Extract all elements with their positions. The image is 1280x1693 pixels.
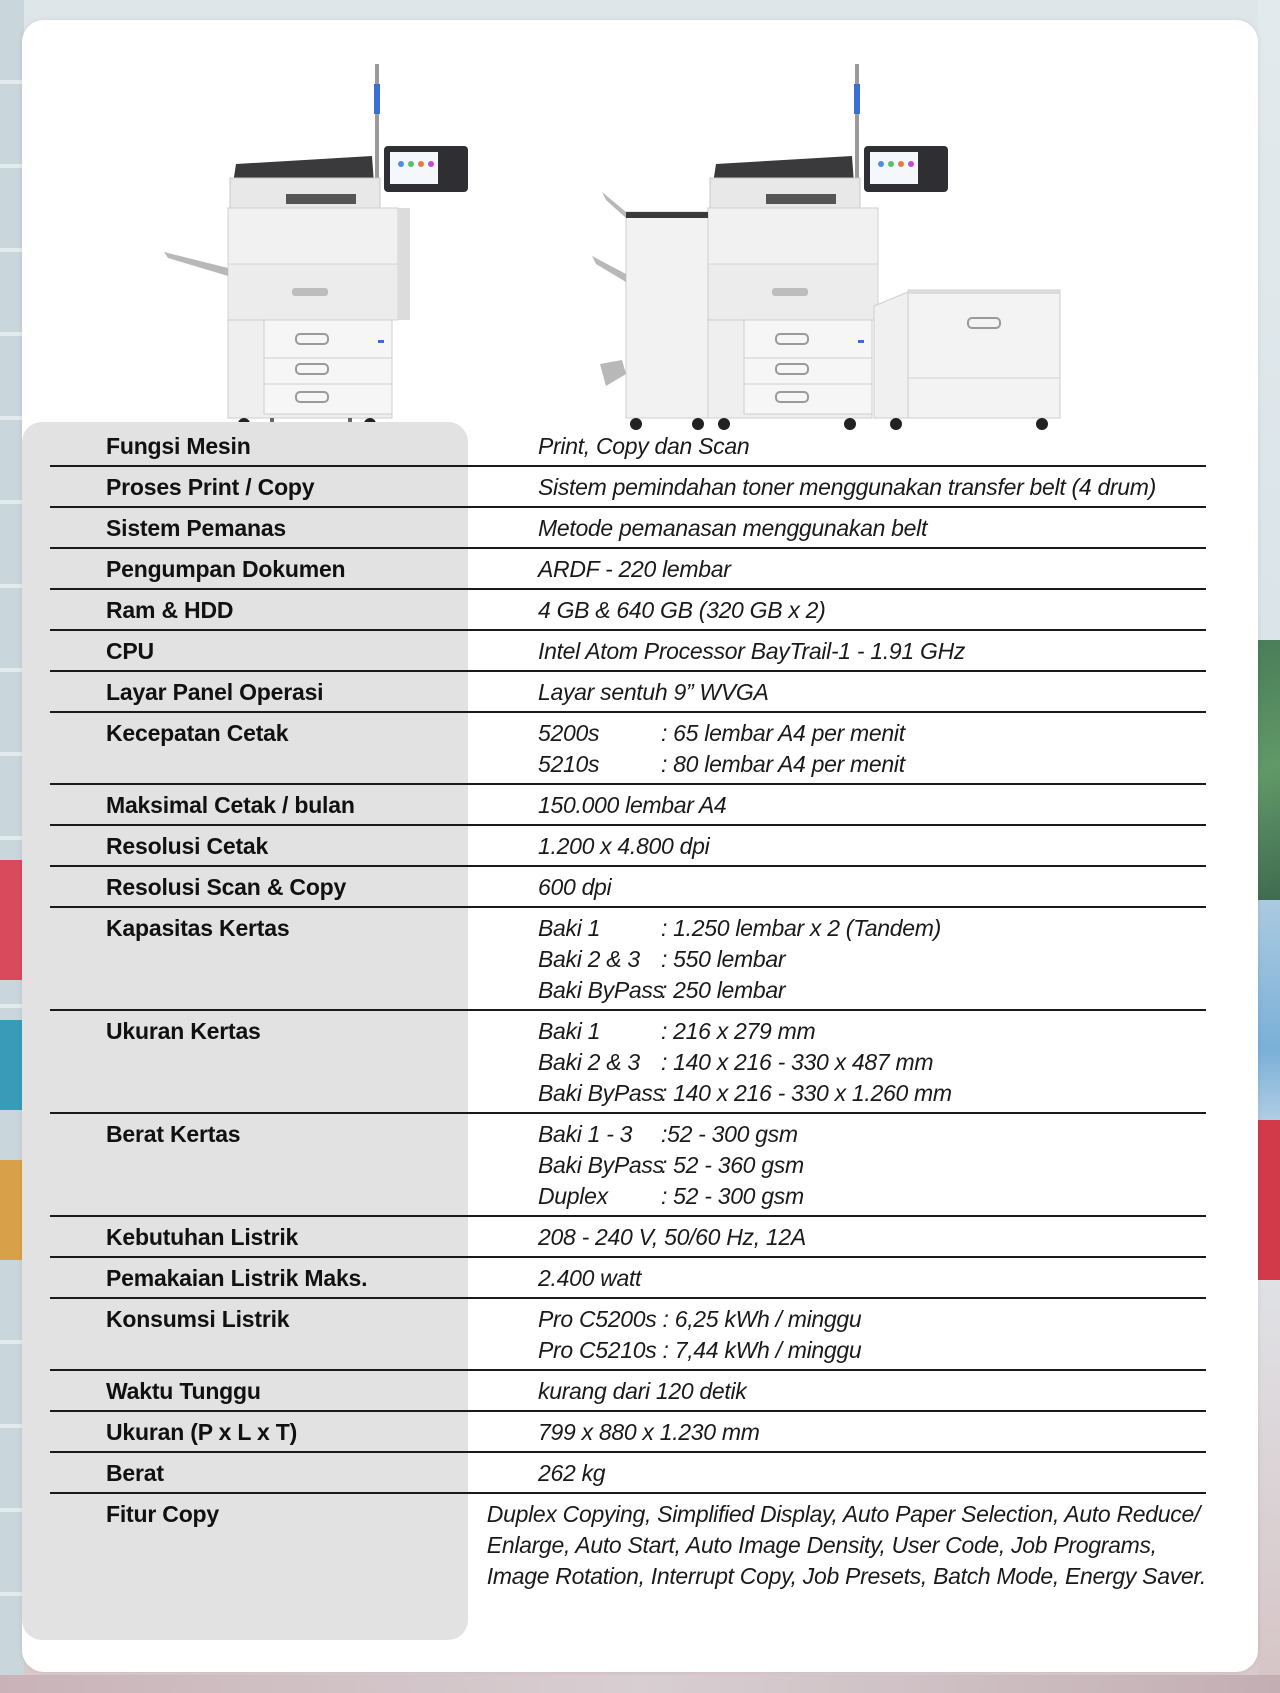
spec-value-text: Pro C5200s : 6,25 kWh / minggu xyxy=(538,1306,862,1332)
spec-value-line xyxy=(538,1458,1206,1489)
spec-row xyxy=(50,1258,1206,1299)
spec-value-text: : 250 lembar xyxy=(661,977,786,1003)
spec-value-text: : 550 lembar xyxy=(661,946,786,972)
spec-value-line xyxy=(538,718,1206,749)
spec-row xyxy=(50,426,1206,467)
spec-value xyxy=(487,1494,1206,1595)
spec-row xyxy=(50,672,1206,713)
spec-label: Pengumpan Dokumen xyxy=(106,556,346,582)
spec-value-line xyxy=(487,1561,1206,1592)
spec-value-line xyxy=(538,595,1206,626)
spec-label: Proses Print / Copy xyxy=(106,474,315,500)
spec-value-line xyxy=(538,1335,1206,1366)
spec-value-key: 5200s xyxy=(538,720,600,746)
printer-image-extended xyxy=(592,42,1152,442)
spec-value-text: Sistem pemindahan toner menggunakan transfer belt (4 drum) xyxy=(538,474,1156,500)
spec-value-line xyxy=(538,944,1206,975)
spec-value-key: Baki ByPass xyxy=(538,1152,664,1178)
spec-label: Berat Kertas xyxy=(106,1121,241,1147)
spec-value-text: ARDF - 220 lembar xyxy=(538,556,731,582)
spec-value-text: Layar sentuh 9” WVGA xyxy=(538,679,769,705)
spec-value-line xyxy=(538,1078,1206,1109)
spec-row xyxy=(50,1217,1206,1258)
spec-value-text: Intel Atom Processor BayTrail-1 - 1.91 GHz xyxy=(538,638,966,664)
spec-value-text: 2.400 watt xyxy=(538,1265,642,1291)
spec-value-line xyxy=(538,636,1206,667)
spec-value-text: Duplex Copying, Simplified Display, Auto Paper Selection, Auto Reduce/ xyxy=(486,1501,1201,1527)
spec-row xyxy=(50,713,1206,785)
spec-value-line xyxy=(487,1530,1206,1561)
spec-value xyxy=(538,826,1206,865)
spec-value xyxy=(538,549,1206,588)
spec-label: Konsumsi Listrik xyxy=(106,1306,290,1332)
spec-label: Ukuran Kertas xyxy=(106,1018,261,1044)
spec-value-text: :52 - 300 gsm xyxy=(661,1121,798,1147)
spec-value xyxy=(538,1412,1206,1451)
spec-label: Ukuran (P x L x T) xyxy=(106,1419,298,1445)
spec-row xyxy=(50,785,1206,826)
spec-value-line xyxy=(538,913,1206,944)
spec-value-text: : 52 - 360 gsm xyxy=(661,1152,804,1178)
spec-value xyxy=(538,426,1206,465)
spec-value-line xyxy=(487,1499,1206,1530)
spec-value-line xyxy=(538,513,1206,544)
spec-label: CPU xyxy=(106,638,154,664)
spec-value xyxy=(538,1114,1206,1215)
spec-row xyxy=(50,508,1206,549)
spec-value-line xyxy=(538,831,1206,862)
spec-value-text: : 1.250 lembar x 2 (Tandem) xyxy=(661,915,941,941)
spec-value-line xyxy=(538,1047,1206,1078)
spec-value-text: Pro C5210s : 7,44 kWh / minggu xyxy=(538,1337,862,1363)
spec-value-line xyxy=(538,749,1206,780)
spec-value-line xyxy=(538,554,1206,585)
spec-value-text: 208 - 240 V, 50/60 Hz, 12A xyxy=(538,1224,806,1250)
spec-label: Sistem Pemanas xyxy=(106,515,287,541)
spec-value-line xyxy=(538,1016,1206,1047)
spec-label: Kecepatan Cetak xyxy=(106,720,289,746)
spec-row xyxy=(50,631,1206,672)
spec-label: Ram & HDD xyxy=(106,597,234,623)
spec-value-key: Baki 1 xyxy=(538,915,601,941)
spec-row xyxy=(50,1494,1206,1595)
spec-value-key: Baki 1 xyxy=(538,1018,601,1044)
spec-row xyxy=(50,867,1206,908)
spec-value-text: 262 kg xyxy=(538,1460,606,1486)
spec-value-line xyxy=(538,1222,1206,1253)
spec-row xyxy=(50,549,1206,590)
background-floor xyxy=(0,1675,1280,1693)
background-shelf-left xyxy=(0,0,24,1693)
spec-value-line xyxy=(538,1376,1206,1407)
spec-value-text: : 52 - 300 gsm xyxy=(661,1183,804,1209)
spec-value-text: kurang dari 120 detik xyxy=(538,1378,747,1404)
spec-value-key: 5210s xyxy=(538,751,600,777)
spec-value xyxy=(538,1258,1206,1297)
spec-label: Kebutuhan Listrik xyxy=(106,1224,299,1250)
printer-image-standard xyxy=(152,42,512,442)
background-room-right xyxy=(1258,0,1280,1693)
spec-value-text: : 216 x 279 mm xyxy=(661,1018,816,1044)
spec-value-line xyxy=(538,472,1206,503)
spec-value xyxy=(538,1299,1206,1369)
spec-label: Maksimal Cetak / bulan xyxy=(106,792,355,818)
spec-value-line xyxy=(538,1263,1206,1294)
spec-value xyxy=(538,1217,1206,1256)
spec-value-key: Baki 1 - 3 xyxy=(538,1121,633,1147)
spec-value-line xyxy=(538,872,1206,903)
spec-row xyxy=(50,1114,1206,1217)
spec-value-text: : 80 lembar A4 per menit xyxy=(661,751,905,777)
spec-value-text: Image Rotation, Interrupt Copy, Job Presets, Batch Mode, Energy Saver. xyxy=(486,1563,1206,1589)
spec-label: Kapasitas Kertas xyxy=(106,915,290,941)
spec-value xyxy=(538,508,1206,547)
spec-value-line xyxy=(538,1181,1206,1212)
spec-label: Waktu Tunggu xyxy=(106,1378,261,1404)
spec-label: Resolusi Cetak xyxy=(106,833,269,859)
spec-value-text: 150.000 lembar A4 xyxy=(538,792,727,818)
spec-value-text: Enlarge, Auto Start, Auto Image Density, User Code, Job Programs, xyxy=(486,1532,1157,1558)
spec-value xyxy=(538,672,1206,711)
spec-value xyxy=(538,867,1206,906)
spec-value xyxy=(538,785,1206,824)
spec-label: Fungsi Mesin xyxy=(106,433,251,459)
spec-label: Fitur Copy xyxy=(106,1501,219,1527)
spec-row xyxy=(50,908,1206,1011)
spec-value xyxy=(538,1371,1206,1410)
spec-value-line xyxy=(538,1119,1206,1150)
spec-value xyxy=(538,631,1206,670)
spec-label: Resolusi Scan & Copy xyxy=(106,874,347,900)
spec-value-line xyxy=(538,1150,1206,1181)
spec-label: Layar Panel Operasi xyxy=(106,679,324,705)
spec-table xyxy=(50,426,1206,1595)
spec-value-line xyxy=(538,677,1206,708)
spec-value-line xyxy=(538,975,1206,1006)
spec-value-line xyxy=(538,431,1206,462)
spec-row xyxy=(50,1453,1206,1494)
spec-value xyxy=(538,1453,1206,1492)
spec-value-key: Baki ByPass xyxy=(538,1080,664,1106)
spec-value-text: 799 x 880 x 1.230 mm xyxy=(538,1419,760,1445)
spec-value-text: : 65 lembar A4 per menit xyxy=(661,720,905,746)
spec-label: Berat xyxy=(106,1460,164,1486)
spec-value xyxy=(538,1011,1206,1112)
spec-value-key: Baki ByPass xyxy=(538,977,664,1003)
spec-label: Pemakaian Listrik Maks. xyxy=(106,1265,368,1291)
spec-value-text: Print, Copy dan Scan xyxy=(538,433,750,459)
spec-row xyxy=(50,1371,1206,1412)
spec-value xyxy=(538,908,1206,1009)
spec-value-text: 4 GB & 640 GB (320 GB x 2) xyxy=(538,597,826,623)
spec-row xyxy=(50,590,1206,631)
spec-value-text: 600 dpi xyxy=(538,874,612,900)
spec-row xyxy=(50,1011,1206,1114)
spec-value-key: Baki 2 & 3 xyxy=(538,946,640,972)
spec-value-key: Duplex xyxy=(538,1183,608,1209)
spec-value xyxy=(538,713,1206,783)
spec-row xyxy=(50,826,1206,867)
spec-value xyxy=(538,590,1206,629)
spec-row xyxy=(50,1299,1206,1371)
spec-value-text: Metode pemanasan menggunakan belt xyxy=(538,515,928,541)
spec-row xyxy=(50,1412,1206,1453)
spec-row xyxy=(50,467,1206,508)
spec-value xyxy=(538,467,1206,506)
spec-value-text: 1.200 x 4.800 dpi xyxy=(538,833,710,859)
spec-value-line xyxy=(538,790,1206,821)
spec-value-line xyxy=(538,1304,1206,1335)
spec-value-text: : 140 x 216 - 330 x 487 mm xyxy=(661,1049,934,1075)
spec-value-line xyxy=(538,1417,1206,1448)
spec-value-key: Baki 2 & 3 xyxy=(538,1049,640,1075)
spec-value-text: : 140 x 216 - 330 x 1.260 mm xyxy=(661,1080,952,1106)
